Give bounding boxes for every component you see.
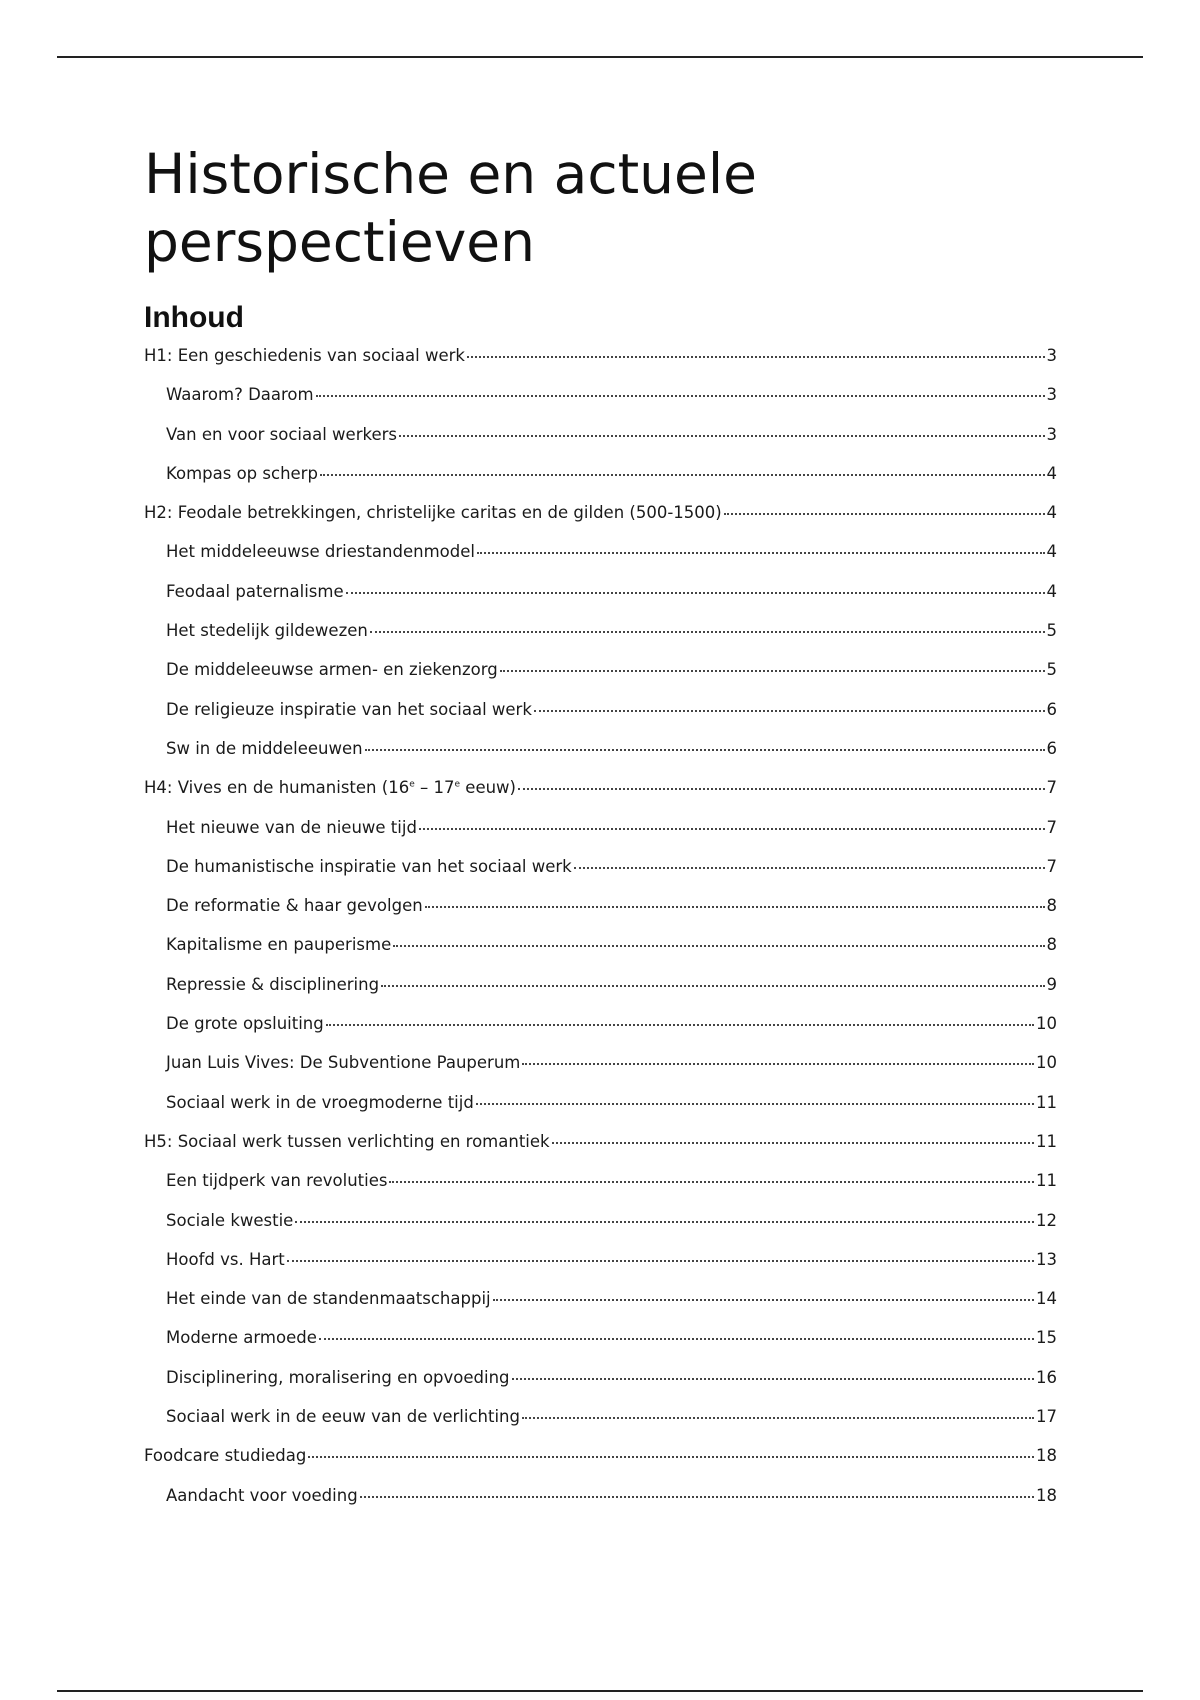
- toc-section-entry[interactable]: [144, 1407, 1057, 1446]
- toc-dot-leader: [346, 592, 1045, 594]
- toc-page-number: 4: [1046, 463, 1057, 483]
- toc-dot-leader: [518, 788, 1045, 790]
- toc-entry-title: H2: Feodale betrekkingen, christelijke caritas en de gilden (500-1500): [144, 503, 722, 523]
- toc-page-number: 8: [1046, 896, 1057, 916]
- toc-entry-title: Sw in de middeleeuwen: [166, 738, 363, 758]
- footer-rule: [57, 1690, 1143, 1692]
- toc-entry-title: Het einde van de standenmaatschappij: [166, 1289, 491, 1309]
- toc-section-entry[interactable]: [144, 1328, 1057, 1367]
- toc-section-entry[interactable]: [144, 935, 1057, 974]
- toc-chapter-entry[interactable]: [144, 1132, 1057, 1171]
- toc-page-number: 7: [1046, 778, 1057, 798]
- toc-dot-leader: [493, 1299, 1034, 1301]
- toc-page-number: 13: [1036, 1249, 1057, 1269]
- toc-chapter-entry[interactable]: [144, 778, 1057, 817]
- toc-dot-leader: [534, 710, 1045, 712]
- toc-entry-title: Repressie & disciplinering: [166, 974, 380, 994]
- toc-page-number: 8: [1046, 935, 1057, 955]
- toc-dot-leader: [308, 1456, 1034, 1458]
- toc-section-entry[interactable]: [144, 425, 1057, 464]
- toc-dot-leader: [500, 670, 1045, 672]
- toc-dot-leader: [522, 1063, 1034, 1065]
- toc-page-number: 18: [1036, 1485, 1057, 1505]
- toc-entry-title: Kapitalisme en pauperisme: [166, 935, 392, 955]
- toc-dot-leader: [552, 1142, 1034, 1144]
- toc-entry-title: Disciplinering, moralisering en opvoeding: [166, 1367, 510, 1387]
- toc-page-number: 11: [1036, 1171, 1057, 1191]
- toc-dot-leader: [320, 474, 1045, 476]
- toc-dot-leader: [295, 1221, 1034, 1223]
- toc-section-entry[interactable]: [144, 857, 1057, 896]
- toc-page-number: 3: [1046, 385, 1057, 405]
- toc-section-entry[interactable]: [144, 582, 1057, 621]
- toc-dot-leader: [724, 513, 1045, 515]
- toc-section-entry[interactable]: [144, 739, 1057, 778]
- toc-page-number: 10: [1036, 1053, 1057, 1073]
- toc-dot-leader: [316, 395, 1045, 397]
- toc-entry-title: De humanistische inspiratie van het sociaal werk: [166, 856, 572, 876]
- toc-section-entry[interactable]: [144, 621, 1057, 660]
- toc-dot-leader: [319, 1338, 1034, 1340]
- toc-entry-title: Van en voor sociaal werkers: [166, 424, 397, 444]
- toc-page-number: 12: [1036, 1210, 1057, 1230]
- toc-page-number: 3: [1046, 424, 1057, 444]
- toc-entry-title: Een tijdperk van revoluties: [166, 1171, 388, 1191]
- toc-chapter-entry[interactable]: [144, 503, 1057, 542]
- toc-entry-title: De religieuze inspiratie van het sociaal werk: [166, 699, 532, 719]
- document-title: Historische en actuele perspectieven: [144, 142, 757, 274]
- toc-entry-title: De grote opsluiting: [166, 1014, 324, 1034]
- toc-page-number: 16: [1036, 1367, 1057, 1387]
- toc-entry-title: Aandacht voor voeding: [166, 1485, 358, 1505]
- toc-dot-leader: [476, 1103, 1034, 1105]
- toc-section-entry[interactable]: [144, 385, 1057, 424]
- toc-section-entry[interactable]: [144, 1486, 1057, 1525]
- toc-section-entry[interactable]: [144, 975, 1057, 1014]
- toc-page-number: 4: [1046, 581, 1057, 601]
- toc-chapter-entry[interactable]: [144, 346, 1057, 385]
- toc-entry-title: Kompas op scherp: [166, 463, 318, 483]
- toc-chapter-entry[interactable]: [144, 1446, 1057, 1485]
- toc-dot-leader: [477, 552, 1045, 554]
- toc-entry-title: Waarom? Daarom: [166, 385, 314, 405]
- toc-entry-title: Hoofd vs. Hart: [166, 1249, 285, 1269]
- toc-entry-title: Het stedelijk gildewezen: [166, 621, 368, 641]
- toc-entry-title: H1: Een geschiedenis van sociaal werk: [144, 346, 465, 365]
- toc-entry-title: Juan Luis Vives: De Subventione Pauperum: [166, 1053, 521, 1073]
- toc-entry-title: H4: Vives en de humanisten (16e – 17e eeuw): [144, 778, 516, 798]
- toc-dot-leader: [393, 945, 1044, 947]
- toc-section-entry[interactable]: [144, 700, 1057, 739]
- toc-page-number: 18: [1036, 1446, 1057, 1466]
- toc-page-number: 6: [1046, 699, 1057, 719]
- toc-section-entry[interactable]: [144, 1014, 1057, 1053]
- toc-heading: Inhoud: [144, 301, 244, 334]
- toc-dot-leader: [399, 435, 1045, 437]
- toc-page-number: 4: [1046, 542, 1057, 562]
- toc-section-entry[interactable]: [144, 542, 1057, 581]
- table-of-contents: [144, 346, 1057, 1525]
- toc-section-entry[interactable]: [144, 1211, 1057, 1250]
- toc-dot-leader: [381, 985, 1044, 987]
- toc-section-entry[interactable]: [144, 896, 1057, 935]
- toc-entry-title: De reformatie & haar gevolgen: [166, 896, 423, 916]
- toc-entry-title: Sociale kwestie: [166, 1210, 294, 1230]
- toc-section-entry[interactable]: [144, 1171, 1057, 1210]
- toc-section-entry[interactable]: [144, 1053, 1057, 1092]
- toc-section-entry[interactable]: [144, 464, 1057, 503]
- toc-entry-title: Feodaal paternalisme: [166, 581, 344, 601]
- toc-section-entry[interactable]: [144, 1289, 1057, 1328]
- toc-page-number: 15: [1036, 1328, 1057, 1348]
- toc-dot-leader: [326, 1024, 1034, 1026]
- toc-page-number: 5: [1046, 660, 1057, 680]
- toc-entry-title: H5: Sociaal werk tussen verlichting en romantiek: [144, 1131, 550, 1151]
- toc-dot-leader: [389, 1181, 1034, 1183]
- toc-dot-leader: [522, 1417, 1034, 1419]
- toc-dot-leader: [512, 1378, 1034, 1380]
- toc-section-entry[interactable]: [144, 1368, 1057, 1407]
- toc-dot-leader: [419, 828, 1045, 830]
- toc-page-number: 7: [1046, 856, 1057, 876]
- toc-entry-title: De middeleeuwse armen- en ziekenzorg: [166, 660, 498, 680]
- toc-dot-leader: [574, 867, 1045, 869]
- toc-page-number: 17: [1036, 1407, 1057, 1427]
- toc-dot-leader: [425, 906, 1045, 908]
- toc-section-entry[interactable]: [144, 660, 1057, 699]
- toc-page-number: 5: [1046, 621, 1057, 641]
- toc-page-number: 11: [1036, 1131, 1057, 1151]
- toc-dot-leader: [360, 1496, 1034, 1498]
- toc-page-number: 3: [1046, 346, 1057, 365]
- toc-entry-title: Moderne armoede: [166, 1328, 317, 1348]
- toc-page-number: 6: [1046, 738, 1057, 758]
- header-rule: [57, 56, 1143, 58]
- toc-section-entry[interactable]: [144, 818, 1057, 857]
- toc-dot-leader: [287, 1260, 1034, 1262]
- toc-page-number: 11: [1036, 1092, 1057, 1112]
- toc-entry-title: Sociaal werk in de vroegmoderne tijd: [166, 1092, 474, 1112]
- toc-entry-title: Sociaal werk in de eeuw van de verlichting: [166, 1407, 520, 1427]
- toc-dot-leader: [370, 631, 1045, 633]
- toc-entry-title: Het nieuwe van de nieuwe tijd: [166, 817, 417, 837]
- toc-page-number: 10: [1036, 1014, 1057, 1034]
- toc-page-number: 14: [1036, 1289, 1057, 1309]
- toc-page-number: 7: [1046, 817, 1057, 837]
- toc-dot-leader: [467, 356, 1045, 358]
- toc-page-number: 9: [1046, 974, 1057, 994]
- toc-entry-title: Foodcare studiedag: [144, 1446, 307, 1466]
- toc-section-entry[interactable]: [144, 1250, 1057, 1289]
- toc-dot-leader: [365, 749, 1045, 751]
- toc-section-entry[interactable]: [144, 1093, 1057, 1132]
- toc-entry-title: Het middeleeuwse driestandenmodel: [166, 542, 475, 562]
- toc-page-number: 4: [1046, 503, 1057, 523]
